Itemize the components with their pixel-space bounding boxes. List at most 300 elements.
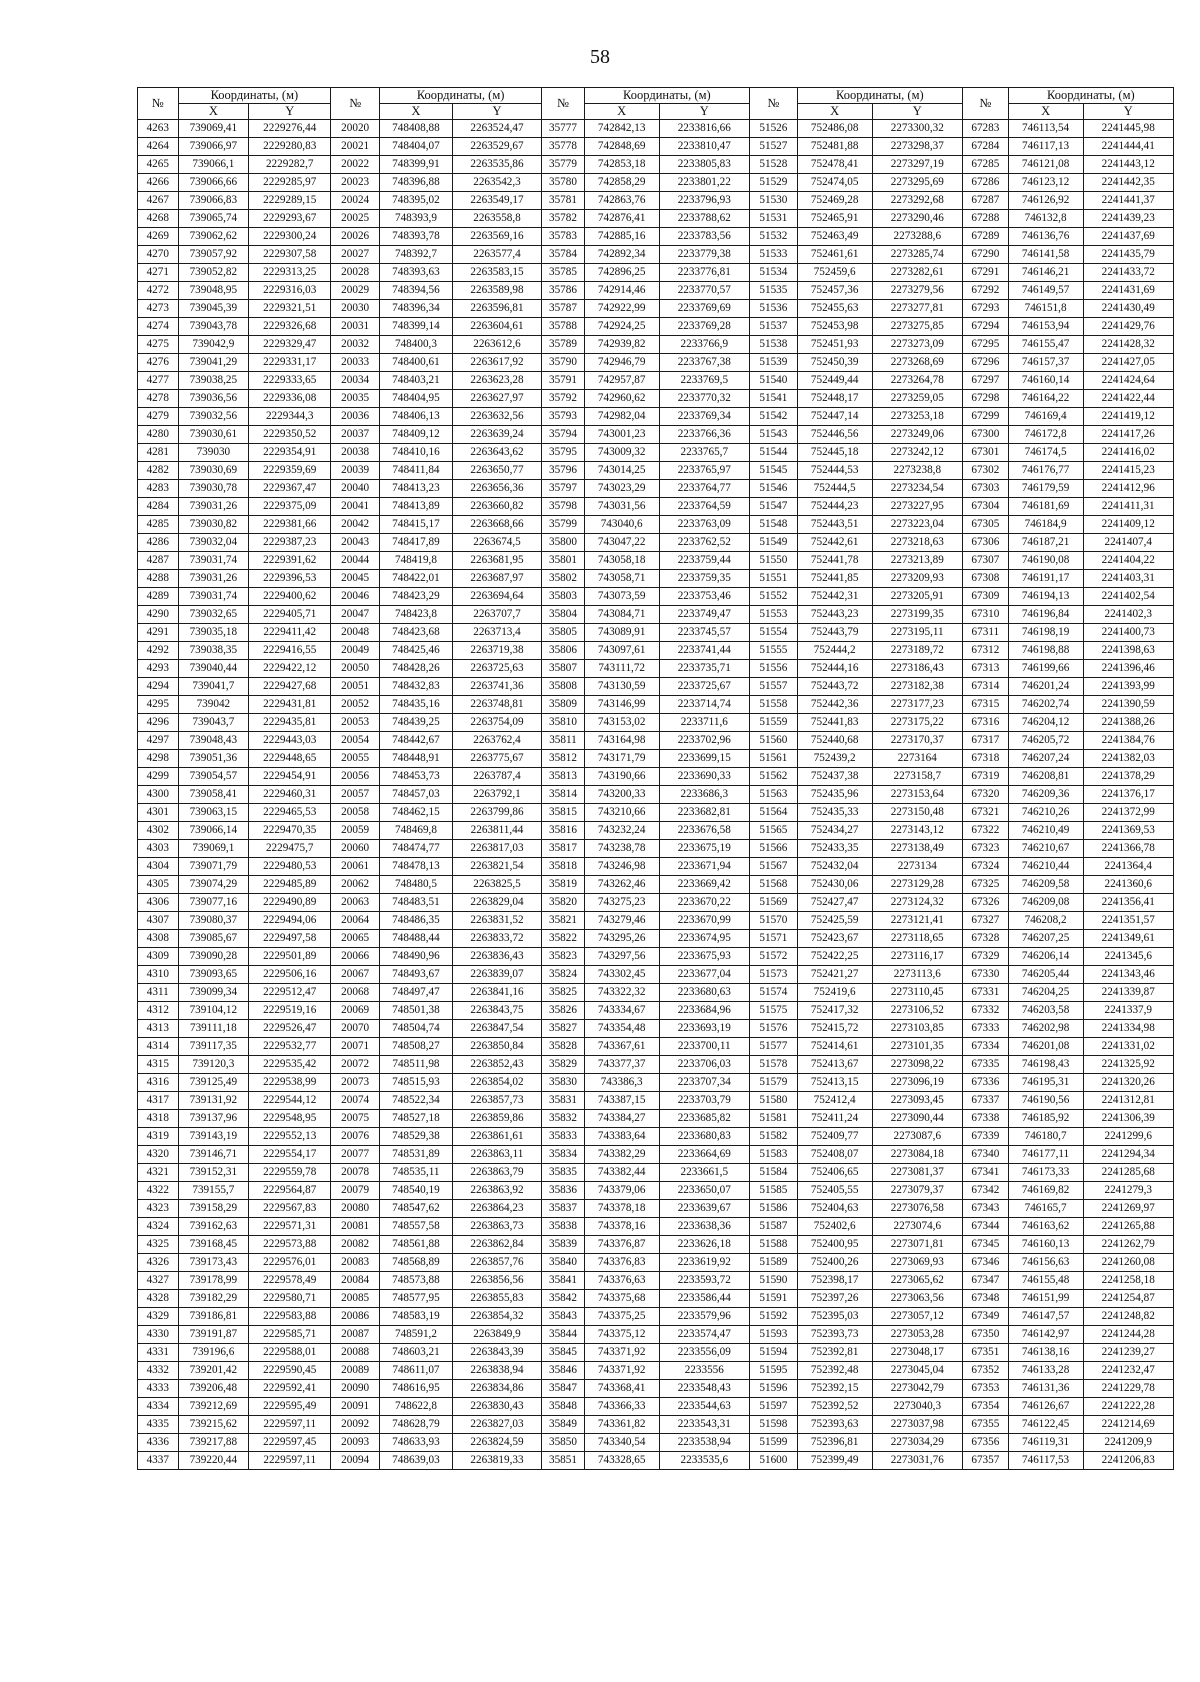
- y-coordinate: 2229443,03: [249, 732, 331, 750]
- table-row: [138, 210, 1174, 228]
- point-number: 35780: [542, 174, 585, 192]
- point-number: 67322: [962, 822, 1008, 840]
- table-row: [138, 966, 1174, 984]
- y-coordinate: 2233669,42: [659, 876, 749, 894]
- x-coordinate: 739042,9: [178, 336, 249, 354]
- x-coordinate: 752446,56: [797, 426, 872, 444]
- page-number: 58: [590, 46, 610, 68]
- table-row: [138, 1452, 1174, 1470]
- table-row: [138, 336, 1174, 354]
- coords-header: Координаты, (м): [178, 88, 331, 104]
- x-coordinate: 743171,79: [584, 750, 659, 768]
- x-coordinate: 752399,49: [797, 1452, 872, 1470]
- y-coordinate: 2229293,67: [249, 210, 331, 228]
- point-number: 4299: [138, 768, 179, 786]
- y-coordinate: 2273093,45: [872, 1092, 962, 1110]
- y-coordinate: 2263843,39: [452, 1344, 541, 1362]
- x-coordinate: 746172,8: [1008, 426, 1083, 444]
- y-coordinate: 2263569,16: [452, 228, 541, 246]
- table-row: [138, 120, 1174, 138]
- point-number: 4316: [138, 1074, 179, 1092]
- x-coordinate: 739065,74: [178, 210, 249, 228]
- point-number: 4307: [138, 912, 179, 930]
- point-number: 67331: [962, 984, 1008, 1002]
- table-row: [138, 804, 1174, 822]
- point-number: 35804: [542, 606, 585, 624]
- y-coordinate: 2273249,06: [872, 426, 962, 444]
- x-coordinate: 739206,48: [178, 1380, 249, 1398]
- x-coordinate: 748423,8: [380, 606, 453, 624]
- x-coordinate: 748622,8: [380, 1398, 453, 1416]
- x-coordinate: 743382,29: [584, 1146, 659, 1164]
- point-number: 20079: [331, 1182, 380, 1200]
- point-number: 4319: [138, 1128, 179, 1146]
- point-number: 67348: [962, 1290, 1008, 1308]
- x-coordinate: 752414,61: [797, 1038, 872, 1056]
- table-row: [138, 156, 1174, 174]
- y-coordinate: 2233753,46: [659, 588, 749, 606]
- x-coordinate: 752459,6: [797, 264, 872, 282]
- y-coordinate: 2273074,6: [872, 1218, 962, 1236]
- y-coordinate: 2229595,49: [249, 1398, 331, 1416]
- y-coordinate: 2229300,24: [249, 228, 331, 246]
- point-number: 4314: [138, 1038, 179, 1056]
- x-coordinate: 743376,87: [584, 1236, 659, 1254]
- y-coordinate: 2263542,3: [452, 174, 541, 192]
- point-number: 4276: [138, 354, 179, 372]
- point-number: 4303: [138, 840, 179, 858]
- x-coordinate: 743097,61: [584, 642, 659, 660]
- point-number: 67319: [962, 768, 1008, 786]
- point-number: 4300: [138, 786, 179, 804]
- x-coordinate: 752443,51: [797, 516, 872, 534]
- x-coordinate: 748400,61: [380, 354, 453, 372]
- x-coordinate: 746191,17: [1008, 570, 1083, 588]
- coords-header: Координаты, (м): [380, 88, 542, 104]
- y-coordinate: 2233766,36: [659, 426, 749, 444]
- point-number: 35786: [542, 282, 585, 300]
- y-coordinate: 2263831,52: [452, 912, 541, 930]
- point-number: 4325: [138, 1236, 179, 1254]
- point-number: 35828: [542, 1038, 585, 1056]
- x-coordinate: 743047,22: [584, 534, 659, 552]
- x-coordinate: 748394,56: [380, 282, 453, 300]
- x-coordinate: 739031,74: [178, 588, 249, 606]
- x-coordinate: 743378,16: [584, 1218, 659, 1236]
- x-coordinate: 748511,98: [380, 1056, 453, 1074]
- x-coordinate: 748453,73: [380, 768, 453, 786]
- x-coordinate: 743376,83: [584, 1254, 659, 1272]
- point-number: 4270: [138, 246, 179, 264]
- table-row: [138, 1416, 1174, 1434]
- x-coordinate: 743146,99: [584, 696, 659, 714]
- x-coordinate: 748540,19: [380, 1182, 453, 1200]
- x-coordinate: 742892,34: [584, 246, 659, 264]
- x-coordinate: 752397,26: [797, 1290, 872, 1308]
- point-number: 35833: [542, 1128, 585, 1146]
- x-coordinate: 743297,56: [584, 948, 659, 966]
- x-coordinate: 739077,16: [178, 894, 249, 912]
- point-number: 20029: [331, 282, 380, 300]
- coordinates-table: [137, 87, 1174, 1470]
- point-number: 20085: [331, 1290, 380, 1308]
- y-coordinate: 2273084,18: [872, 1146, 962, 1164]
- y-coordinate: 2241409,12: [1083, 516, 1174, 534]
- y-coordinate: 2229585,71: [249, 1326, 331, 1344]
- point-number: 67290: [962, 246, 1008, 264]
- x-coordinate: 743089,91: [584, 624, 659, 642]
- point-number: 67318: [962, 750, 1008, 768]
- x-coordinate: 752406,65: [797, 1164, 872, 1182]
- point-number: 67320: [962, 786, 1008, 804]
- point-number: 67284: [962, 138, 1008, 156]
- y-coordinate: 2263847,54: [452, 1020, 541, 1038]
- y-coordinate: 2241262,79: [1083, 1236, 1174, 1254]
- x-coordinate: 748488,44: [380, 930, 453, 948]
- point-number: 51580: [749, 1092, 797, 1110]
- y-coordinate: 2241422,44: [1083, 390, 1174, 408]
- x-coordinate: 746126,92: [1008, 192, 1083, 210]
- point-number: 51551: [749, 570, 797, 588]
- table-row: [138, 588, 1174, 606]
- x-coordinate: 739069,41: [178, 120, 249, 138]
- x-coordinate: 752425,59: [797, 912, 872, 930]
- y-coordinate: 2229490,89: [249, 894, 331, 912]
- x-coordinate: 739030: [178, 444, 249, 462]
- table-row: [138, 174, 1174, 192]
- y-coordinate: 2233765,97: [659, 462, 749, 480]
- x-coordinate: 752392,48: [797, 1362, 872, 1380]
- x-coordinate: 743058,71: [584, 570, 659, 588]
- y-coordinate: 2241229,78: [1083, 1380, 1174, 1398]
- x-coordinate: 746177,11: [1008, 1146, 1083, 1164]
- x-coordinate: 752444,53: [797, 462, 872, 480]
- x-coordinate: 743001,23: [584, 426, 659, 444]
- x-coordinate: 739066,83: [178, 192, 249, 210]
- y-coordinate: 2241320,26: [1083, 1074, 1174, 1092]
- table-row: [138, 732, 1174, 750]
- x-coordinate: 746147,57: [1008, 1308, 1083, 1326]
- x-coordinate: 748583,19: [380, 1308, 453, 1326]
- y-coordinate: 2233788,62: [659, 210, 749, 228]
- y-coordinate: 2263754,09: [452, 714, 541, 732]
- point-number: 4308: [138, 930, 179, 948]
- x-coordinate: 739030,61: [178, 426, 249, 444]
- x-coordinate: 752413,67: [797, 1056, 872, 1074]
- y-coordinate: 2229321,51: [249, 300, 331, 318]
- point-number: 35797: [542, 480, 585, 498]
- point-number: 4268: [138, 210, 179, 228]
- y-coordinate: 2233675,93: [659, 948, 749, 966]
- table-row: [138, 1020, 1174, 1038]
- x-coordinate: 748393,78: [380, 228, 453, 246]
- x-coordinate: 752451,93: [797, 336, 872, 354]
- x-coordinate: 743302,45: [584, 966, 659, 984]
- y-coordinate: 2241360,6: [1083, 876, 1174, 894]
- y-coordinate: 2233764,59: [659, 498, 749, 516]
- y-coordinate: 2233707,34: [659, 1074, 749, 1092]
- y-coordinate: 2241222,28: [1083, 1398, 1174, 1416]
- y-coordinate: 2233783,56: [659, 228, 749, 246]
- y-header: Y: [452, 104, 541, 120]
- y-header: Y: [1083, 104, 1174, 120]
- point-number: 35827: [542, 1020, 585, 1038]
- x-coordinate: 742922,99: [584, 300, 659, 318]
- y-coordinate: 2241285,68: [1083, 1164, 1174, 1182]
- x-coordinate: 748399,91: [380, 156, 453, 174]
- x-coordinate: 739074,29: [178, 876, 249, 894]
- table-row: [138, 552, 1174, 570]
- point-number: 67293: [962, 300, 1008, 318]
- point-number: 35834: [542, 1146, 585, 1164]
- x-coordinate: 743014,25: [584, 462, 659, 480]
- point-number: 4273: [138, 300, 179, 318]
- point-number: 20056: [331, 768, 380, 786]
- x-coordinate: 752453,98: [797, 318, 872, 336]
- point-number: 51565: [749, 822, 797, 840]
- y-coordinate: 2233543,31: [659, 1416, 749, 1434]
- point-number: 51556: [749, 660, 797, 678]
- point-number: 67297: [962, 372, 1008, 390]
- y-coordinate: 2263612,6: [452, 336, 541, 354]
- point-number: 67339: [962, 1128, 1008, 1146]
- y-coordinate: 2229506,16: [249, 966, 331, 984]
- point-number: 67354: [962, 1398, 1008, 1416]
- point-number: 4336: [138, 1434, 179, 1452]
- x-coordinate: 748419,8: [380, 552, 453, 570]
- y-coordinate: 2233764,77: [659, 480, 749, 498]
- x-coordinate: 748639,03: [380, 1452, 453, 1470]
- x-coordinate: 748413,89: [380, 498, 453, 516]
- x-coordinate: 748628,79: [380, 1416, 453, 1434]
- x-coordinate: 739196,6: [178, 1344, 249, 1362]
- point-number: 20034: [331, 372, 380, 390]
- x-coordinate: 739143,19: [178, 1128, 249, 1146]
- x-coordinate: 742885,16: [584, 228, 659, 246]
- y-coordinate: 2263857,73: [452, 1092, 541, 1110]
- y-coordinate: 2229576,01: [249, 1254, 331, 1272]
- point-number: 20074: [331, 1092, 380, 1110]
- y-coordinate: 2263843,75: [452, 1002, 541, 1020]
- y-coordinate: 2233619,92: [659, 1254, 749, 1272]
- y-coordinate: 2233700,11: [659, 1038, 749, 1056]
- x-coordinate: 748395,02: [380, 192, 453, 210]
- x-coordinate: 752442,31: [797, 588, 872, 606]
- y-coordinate: 2263694,64: [452, 588, 541, 606]
- point-number: 4266: [138, 174, 179, 192]
- point-number: 67332: [962, 1002, 1008, 1020]
- y-coordinate: 2233741,44: [659, 642, 749, 660]
- y-coordinate: 2241431,69: [1083, 282, 1174, 300]
- x-coordinate: 752461,61: [797, 246, 872, 264]
- y-coordinate: 2273096,19: [872, 1074, 962, 1092]
- x-coordinate: 746181,69: [1008, 498, 1083, 516]
- y-coordinate: 2241445,98: [1083, 120, 1174, 138]
- point-number: 20070: [331, 1020, 380, 1038]
- y-coordinate: 2273298,37: [872, 138, 962, 156]
- x-coordinate: 742946,79: [584, 354, 659, 372]
- y-coordinate: 2241306,39: [1083, 1110, 1174, 1128]
- point-number: 51544: [749, 444, 797, 462]
- x-coordinate: 746207,25: [1008, 930, 1083, 948]
- y-coordinate: 2263707,7: [452, 606, 541, 624]
- point-number: 20058: [331, 804, 380, 822]
- y-coordinate: 2233770,32: [659, 390, 749, 408]
- x-coordinate: 739038,25: [178, 372, 249, 390]
- x-coordinate: 743031,56: [584, 498, 659, 516]
- x-coordinate: 746136,76: [1008, 228, 1083, 246]
- x-header: X: [797, 104, 872, 120]
- point-number: 20032: [331, 336, 380, 354]
- x-coordinate: 739090,28: [178, 948, 249, 966]
- y-coordinate: 2241433,72: [1083, 264, 1174, 282]
- point-number: 51546: [749, 480, 797, 498]
- x-coordinate: 748432,83: [380, 678, 453, 696]
- x-coordinate: 739125,49: [178, 1074, 249, 1092]
- point-number: 51533: [749, 246, 797, 264]
- y-coordinate: 2233686,3: [659, 786, 749, 804]
- x-coordinate: 742957,87: [584, 372, 659, 390]
- point-number: 67323: [962, 840, 1008, 858]
- point-number: 51548: [749, 516, 797, 534]
- point-number: 20050: [331, 660, 380, 678]
- y-coordinate: 2233671,94: [659, 858, 749, 876]
- y-coordinate: 2263799,86: [452, 804, 541, 822]
- table-row: [138, 246, 1174, 264]
- point-number: 4279: [138, 408, 179, 426]
- point-number: 35838: [542, 1218, 585, 1236]
- y-coordinate: 2263850,84: [452, 1038, 541, 1056]
- y-coordinate: 2263855,83: [452, 1290, 541, 1308]
- table-row: [138, 1434, 1174, 1452]
- x-coordinate: 739173,43: [178, 1254, 249, 1272]
- x-coordinate: 743040,6: [584, 516, 659, 534]
- point-number: 51532: [749, 228, 797, 246]
- point-number: 51539: [749, 354, 797, 372]
- x-coordinate: 739080,37: [178, 912, 249, 930]
- x-coordinate: 748410,16: [380, 444, 453, 462]
- x-coordinate: 739048,43: [178, 732, 249, 750]
- x-coordinate: 743279,46: [584, 912, 659, 930]
- x-coordinate: 752417,32: [797, 1002, 872, 1020]
- num-header: №: [138, 88, 179, 120]
- x-coordinate: 743210,66: [584, 804, 659, 822]
- point-number: 35803: [542, 588, 585, 606]
- y-coordinate: 2241412,96: [1083, 480, 1174, 498]
- y-coordinate: 2233538,94: [659, 1434, 749, 1452]
- x-coordinate: 739104,12: [178, 1002, 249, 1020]
- point-number: 51589: [749, 1254, 797, 1272]
- point-number: 67349: [962, 1308, 1008, 1326]
- y-coordinate: 2263775,67: [452, 750, 541, 768]
- point-number: 4335: [138, 1416, 179, 1434]
- y-coordinate: 2263849,9: [452, 1326, 541, 1344]
- y-coordinate: 2241419,12: [1083, 408, 1174, 426]
- y-coordinate: 2233714,74: [659, 696, 749, 714]
- x-coordinate: 743238,78: [584, 840, 659, 858]
- y-coordinate: 2233702,96: [659, 732, 749, 750]
- y-coordinate: 2241372,99: [1083, 804, 1174, 822]
- x-coordinate: 739062,62: [178, 228, 249, 246]
- x-coordinate: 752441,83: [797, 714, 872, 732]
- x-coordinate: 746132,8: [1008, 210, 1083, 228]
- point-number: 20026: [331, 228, 380, 246]
- y-coordinate: 2263643,62: [452, 444, 541, 462]
- x-coordinate: 746160,13: [1008, 1236, 1083, 1254]
- table-row: [138, 1074, 1174, 1092]
- x-coordinate: 742914,46: [584, 282, 659, 300]
- y-coordinate: 2241345,6: [1083, 948, 1174, 966]
- x-coordinate: 746195,31: [1008, 1074, 1083, 1092]
- point-number: 51562: [749, 768, 797, 786]
- point-number: 4310: [138, 966, 179, 984]
- point-number: 67301: [962, 444, 1008, 462]
- point-number: 67317: [962, 732, 1008, 750]
- x-coordinate: 748616,95: [380, 1380, 453, 1398]
- y-coordinate: 2263854,02: [452, 1074, 541, 1092]
- table-row: [138, 1326, 1174, 1344]
- y-coordinate: 2241415,23: [1083, 462, 1174, 480]
- x-coordinate: 746156,63: [1008, 1254, 1083, 1272]
- point-number: 67343: [962, 1200, 1008, 1218]
- point-number: 51543: [749, 426, 797, 444]
- x-coordinate: 748603,21: [380, 1344, 453, 1362]
- point-number: 51593: [749, 1326, 797, 1344]
- point-number: 20076: [331, 1128, 380, 1146]
- y-coordinate: 2229329,47: [249, 336, 331, 354]
- y-coordinate: 2229573,88: [249, 1236, 331, 1254]
- point-number: 67309: [962, 588, 1008, 606]
- y-coordinate: 2263859,86: [452, 1110, 541, 1128]
- y-coordinate: 2263741,36: [452, 678, 541, 696]
- y-coordinate: 2233650,07: [659, 1182, 749, 1200]
- x-coordinate: 752408,07: [797, 1146, 872, 1164]
- x-coordinate: 752441,78: [797, 552, 872, 570]
- point-number: 51555: [749, 642, 797, 660]
- x-coordinate: 752439,2: [797, 750, 872, 768]
- y-coordinate: 2273234,54: [872, 480, 962, 498]
- x-coordinate: 752457,36: [797, 282, 872, 300]
- y-coordinate: 2263558,8: [452, 210, 541, 228]
- y-coordinate: 2263852,43: [452, 1056, 541, 1074]
- y-coordinate: 2241209,9: [1083, 1434, 1174, 1452]
- x-coordinate: 752433,35: [797, 840, 872, 858]
- x-coordinate: 746210,44: [1008, 858, 1083, 876]
- point-number: 35802: [542, 570, 585, 588]
- y-header: Y: [249, 104, 331, 120]
- x-header: X: [1008, 104, 1083, 120]
- x-coordinate: 743295,26: [584, 930, 659, 948]
- point-number: 4287: [138, 552, 179, 570]
- point-number: 4320: [138, 1146, 179, 1164]
- table-row: [138, 678, 1174, 696]
- table-row: [138, 480, 1174, 498]
- point-number: 35782: [542, 210, 585, 228]
- y-coordinate: 2229571,31: [249, 1218, 331, 1236]
- x-coordinate: 746142,97: [1008, 1326, 1083, 1344]
- x-coordinate: 746169,82: [1008, 1182, 1083, 1200]
- x-coordinate: 752435,33: [797, 804, 872, 822]
- y-coordinate: 2229583,88: [249, 1308, 331, 1326]
- x-coordinate: 752395,03: [797, 1308, 872, 1326]
- x-coordinate: 743084,71: [584, 606, 659, 624]
- x-coordinate: 748404,07: [380, 138, 453, 156]
- point-number: 35835: [542, 1164, 585, 1182]
- y-coordinate: 2273071,81: [872, 1236, 962, 1254]
- point-number: 20041: [331, 498, 380, 516]
- y-coordinate: 2263762,4: [452, 732, 541, 750]
- point-number: 35841: [542, 1272, 585, 1290]
